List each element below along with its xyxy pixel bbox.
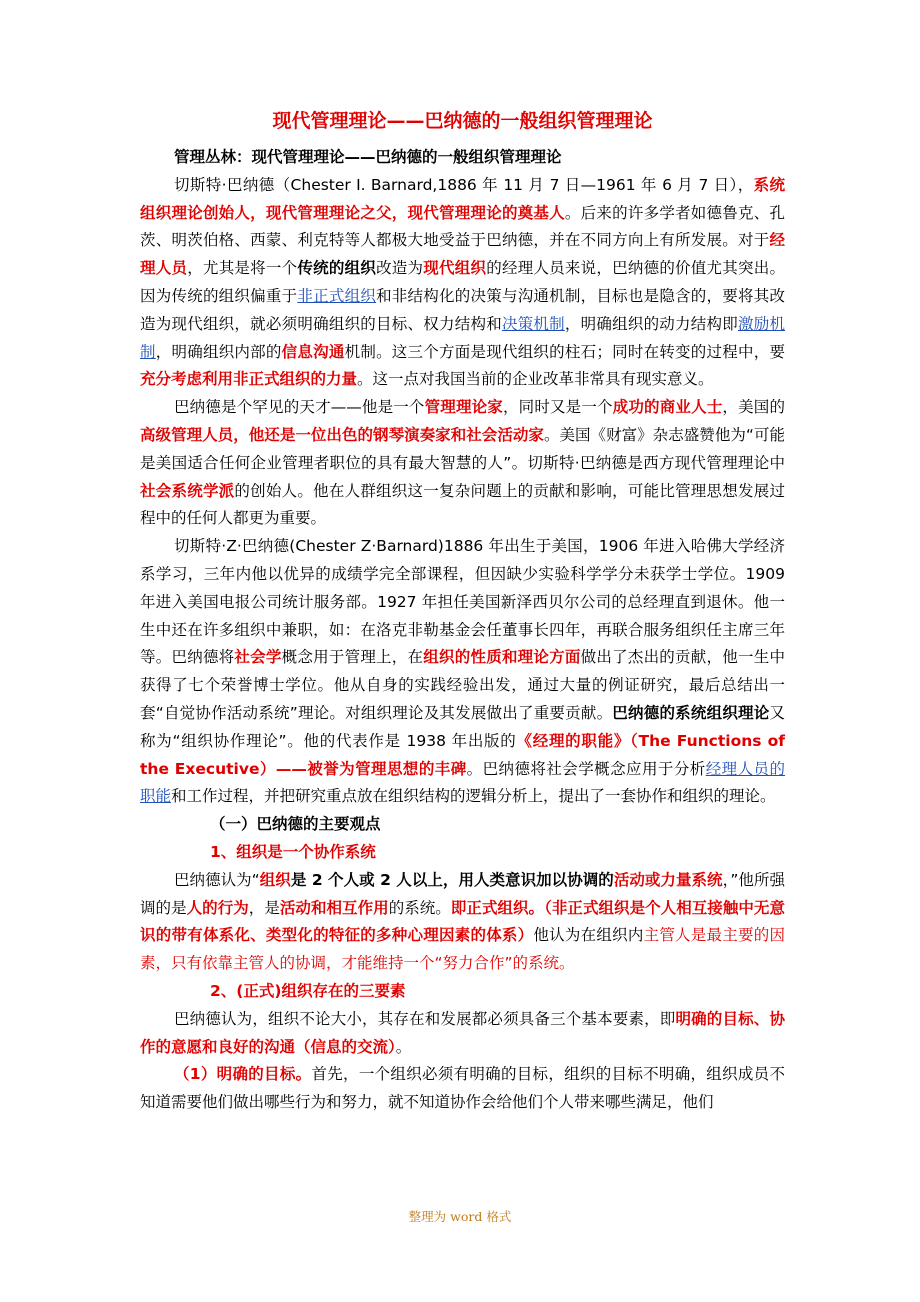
document-page xyxy=(140,108,785,1117)
point-heading-1: 1、组织是一个协作系统 xyxy=(210,842,376,861)
paragraph-three-elements: 巴纳德认为，组织不论大小，其存在和发展都必须具备三个基本要素，即明确的目标、协作的意愿和良好的沟通（信息的交流）。 xyxy=(140,1009,785,1056)
link-informal-organization[interactable]: 非正式组织 xyxy=(297,286,377,305)
subtitle: 管理丛林：现代管理理论——巴纳德的一般组织管理理论 xyxy=(174,148,562,166)
point-heading-2: 2、(正式)组织存在的三要素 xyxy=(210,981,406,1000)
document-title: 现代管理理论——巴纳德的一般组织管理理论 xyxy=(272,110,653,132)
paragraph-biography: 切斯特·Z·巴纳德(Chester Z·Barnard)1886 年出生于美国，1906 年进入哈佛大学经济系学习，三年内他以优异的成绩学完全部课程，但因缺少实验科学学分未获学士学位。1909 年进入美国电报公司统计服务部。1927 年担任美国新泽西贝尔公司的总经理直到退休。他一生中还在许多组织中兼职，如：在洛克非勒基金会任董事长四年，再联合服务组织任主席三年等。巴纳德将社会学概念用于管理上，在组织的性质和理论方面做出了杰出的贡献，他一生中获得了七个荣誉博士学位。他从自身的实践经验出发，通过大量的例证研究，最后总结出一套“自觉协作活动系统”理论。对组织理论及其发展做出了重要贡献。巴纳德的系统组织理论又称为“组织协作理论”。他的代表作是 1938 年出版的《经理的职能》（The Functions of the Executive）——被誉为管理思想的丰碑。巴纳德将社会学概念应用于分析经理人员的职能和工作过程，并把研究重点放在组织结构的逻辑分析上，提出了一套协作和组织的理论。 xyxy=(140,537,785,806)
page-footer: 整理为 word 格式 xyxy=(408,1209,512,1224)
paragraph-intro: 切斯特·巴纳德（Chester I. Barnard,1886 年 11 月 7 日—1961 年 6 月 7 日），系统组织理论创始人，现代管理理论之父，现代管理理论的奠基人。后来的许多学者如德鲁克、孔茨、明茨伯格、西蒙、利克特等人都极大地受益于巴纳德，并在不同方向上有所发展。对于经理人员，尤其是将一个传统的组织改造为现代组织的经理人员来说，巴纳德的价值尤其突出。因为传统的组织偏重于非正式组织和非结构化的决策与沟通机制，目标也是隐含的，要将其改造为现代组织，就必须明确组织的目标、权力结构和决策机制，明确组织的动力结构即激励机制，明确组织内部的信息沟通机制。这三个方面是现代组织的柱石；同时在转变的过程中，要充分考虑利用非正式组织的力量。这一点对我国当前的企业改革非常具有现实意义。 xyxy=(140,175,785,389)
link-decision-mechanism[interactable]: 决策机制 xyxy=(501,314,565,333)
paragraph-clear-goal: （1）明确的目标。首先，一个组织必须有明确的目标，组织的目标不明确，组织成员不知道需要他们做出哪些行为和努力，就不知道协作会给他们个人带来哪些满足，他们 xyxy=(140,1065,785,1112)
section-heading-main-views: （一）巴纳德的主要观点 xyxy=(210,815,381,834)
paragraph-genius: 巴纳德是个罕见的天才——他是一个管理理论家，同时又是一个成功的商业人士，美国的高级管理人员，他还是一位出色的钢琴演奏家和社会活动家。美国《财富》杂志盛赞他为“可能是美国适合任何企业管理者职位的具有最大智慧的人”。切斯特·巴纳德是西方现代管理理论中社会系统学派的创始人。他在人群组织这一复杂问题上的贡献和影响，可能比管理思想发展过程中的任何人都更为重要。 xyxy=(140,398,786,528)
link-incentive-mechanism[interactable]: 激励机制 xyxy=(140,314,785,361)
link-executive-functions[interactable]: 经理人员的职能 xyxy=(140,759,785,806)
paragraph-cooperative-system: 巴纳德认为“组织是 2 个人或 2 人以上，用人类意识加以协调的活动或力量系统，”他所强调的是人的行为，是活动和相互作用的系统。即正式组织。（非正式组织是个人相互接触中无意识的带有体系化、类型化的特征的多种心理因素的体系）他认为在组织内主管人是最主要的因素，只有依靠主管人的协调，才能维持一个“努力合作”的系统。 xyxy=(140,870,786,973)
